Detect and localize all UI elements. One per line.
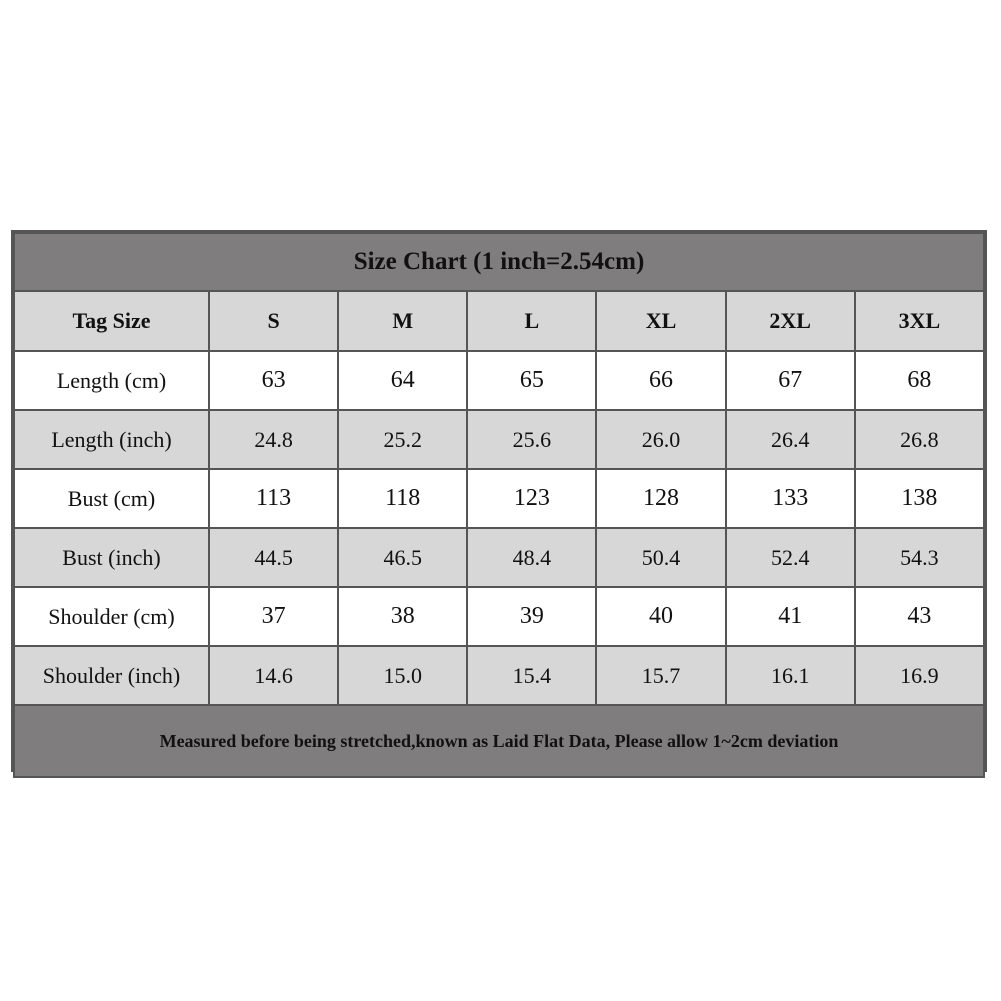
table-cell: 26.8 [855, 410, 984, 469]
table-cell: 40 [596, 587, 725, 646]
table-cell: 44.5 [209, 528, 338, 587]
table-cell: 48.4 [467, 528, 596, 587]
row-label: Shoulder (cm) [14, 587, 209, 646]
table-cell: 38 [338, 587, 467, 646]
row-label: Length (cm) [14, 351, 209, 410]
table-row [14, 587, 984, 646]
size-header-2xl: 2XL [726, 291, 855, 351]
table-cell: 39 [467, 587, 596, 646]
table-cell: 37 [209, 587, 338, 646]
table-cell: 64 [338, 351, 467, 410]
header-label: Tag Size [14, 291, 209, 351]
row-label: Length (inch) [14, 410, 209, 469]
table-cell: 63 [209, 351, 338, 410]
table-cell: 118 [338, 469, 467, 528]
table-cell: 25.6 [467, 410, 596, 469]
table-cell: 46.5 [338, 528, 467, 587]
table-cell: 123 [467, 469, 596, 528]
table-cell: 15.0 [338, 646, 467, 705]
footer-row [14, 705, 984, 777]
size-table [13, 232, 985, 778]
table-cell: 68 [855, 351, 984, 410]
row-label: Bust (inch) [14, 528, 209, 587]
size-header-l: L [467, 291, 596, 351]
size-header-3xl: 3XL [855, 291, 984, 351]
table-row [14, 410, 984, 469]
table-cell: 50.4 [596, 528, 725, 587]
table-row [14, 646, 984, 705]
table-cell: 25.2 [338, 410, 467, 469]
table-cell: 15.4 [467, 646, 596, 705]
table-cell: 43 [855, 587, 984, 646]
size-chart [11, 230, 987, 772]
table-cell: 26.4 [726, 410, 855, 469]
table-cell: 26.0 [596, 410, 725, 469]
table-cell: 133 [726, 469, 855, 528]
table-row [14, 351, 984, 410]
table-cell: 16.1 [726, 646, 855, 705]
table-cell: 24.8 [209, 410, 338, 469]
size-header-xl: XL [596, 291, 725, 351]
chart-title: Size Chart (1 inch=2.54cm) [14, 233, 984, 291]
table-cell: 113 [209, 469, 338, 528]
table-cell: 16.9 [855, 646, 984, 705]
footer-note: Measured before being stretched,known as Laid Flat Data, Please allow 1~2cm deviation [14, 705, 984, 777]
table-cell: 14.6 [209, 646, 338, 705]
table-cell: 52.4 [726, 528, 855, 587]
header-row [14, 291, 984, 351]
table-cell: 138 [855, 469, 984, 528]
table-cell: 128 [596, 469, 725, 528]
row-label: Shoulder (inch) [14, 646, 209, 705]
table-cell: 54.3 [855, 528, 984, 587]
table-cell: 67 [726, 351, 855, 410]
size-header-m: M [338, 291, 467, 351]
table-row [14, 528, 984, 587]
title-row [14, 233, 984, 291]
table-cell: 15.7 [596, 646, 725, 705]
table-cell: 66 [596, 351, 725, 410]
size-header-s: S [209, 291, 338, 351]
table-cell: 65 [467, 351, 596, 410]
table-row [14, 469, 984, 528]
row-label: Bust (cm) [14, 469, 209, 528]
table-cell: 41 [726, 587, 855, 646]
